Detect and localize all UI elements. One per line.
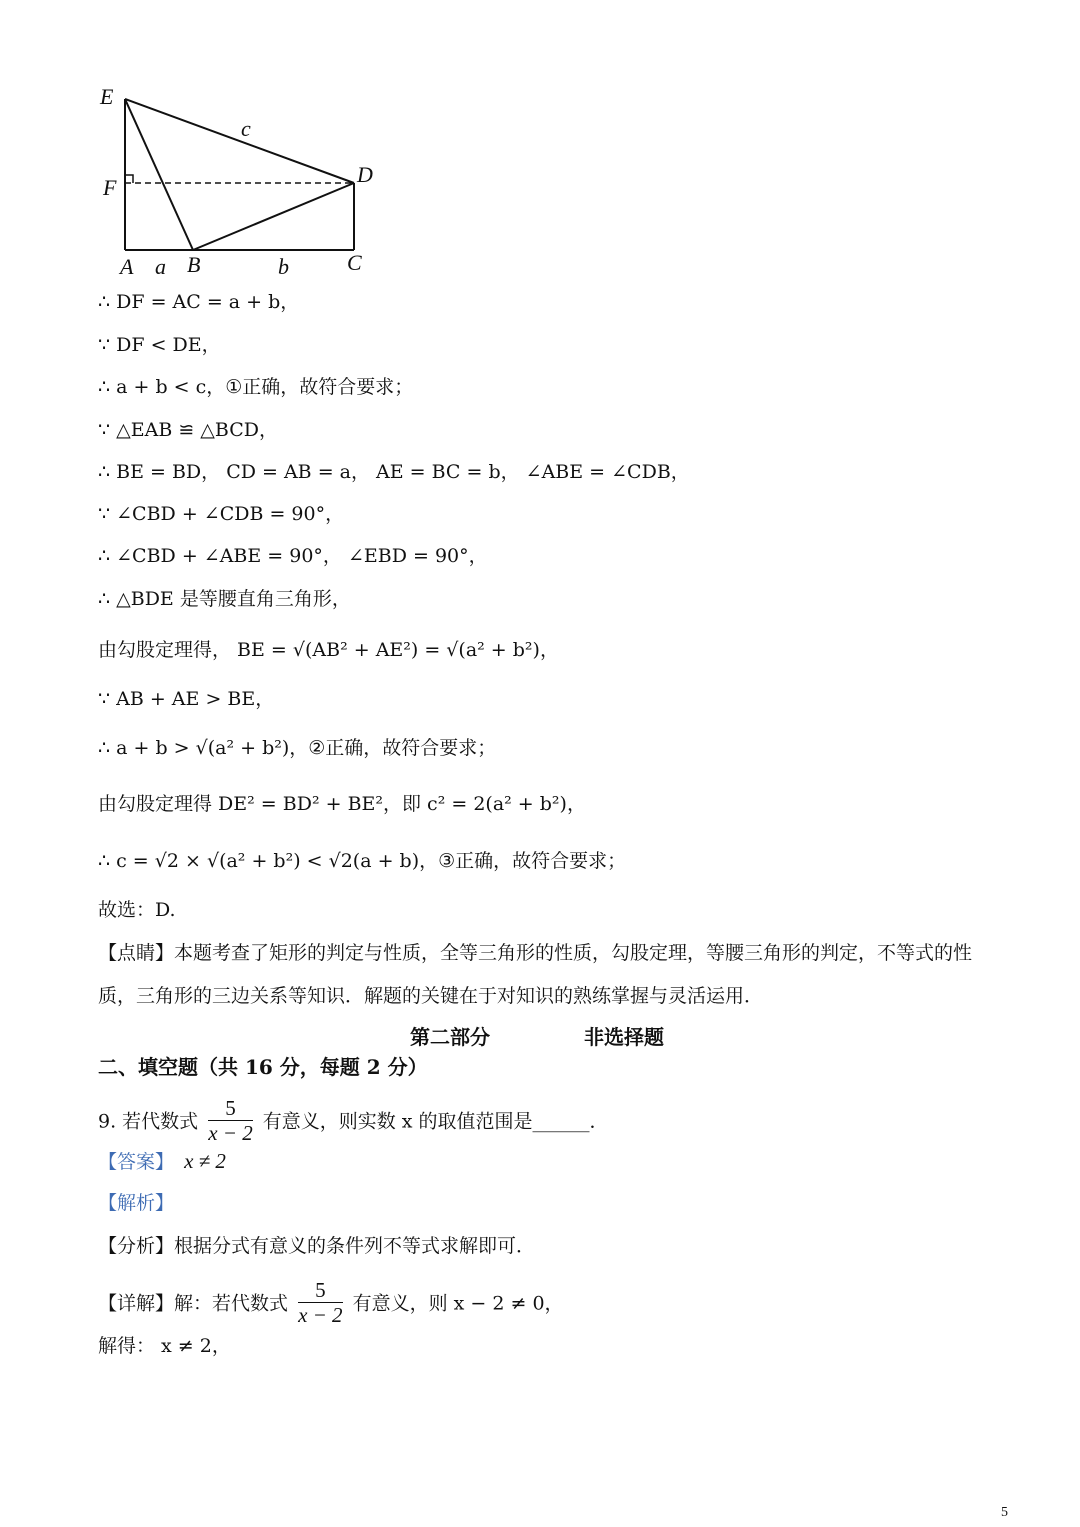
step-12: 由勾股定理得 DE² = BD² + BE²，即 c² = 2(a² + b²)，: [98, 793, 586, 815]
segment-ED: [125, 99, 354, 183]
step-2: ∵ DF < DE，: [98, 334, 221, 356]
detail-denominator: x − 2: [298, 1303, 343, 1327]
page-number: 5: [1001, 1505, 1008, 1520]
solve-line: 解得： x ≠ 2，: [98, 1335, 231, 1357]
analysis-tag: 【解析】: [98, 1192, 175, 1214]
label-A: A: [120, 254, 134, 279]
q9-suffix: 有意义，则实数 x 的取值范围是______．: [262, 1110, 609, 1133]
step-5: ∴ BE = BD， CD = AB = a， AE = BC = b， ∠ABE = ∠CDB，: [98, 461, 690, 483]
step-4: ∵ △EAB ≌ △BCD，: [98, 419, 278, 441]
part-two-label: 第二部分: [410, 1025, 490, 1049]
step-10: ∵ AB + AE > BE，: [98, 688, 275, 710]
fenxi-line: 【分析】根据分式有意义的条件列不等式求解即可．: [98, 1235, 536, 1257]
q9-numerator: 5: [208, 1096, 253, 1121]
q9-prefix: 9. 若代数式: [98, 1110, 199, 1133]
label-a: a: [155, 254, 166, 279]
label-F: F: [103, 175, 117, 200]
q9-denominator: x − 2: [208, 1121, 253, 1145]
step-8: ∴ △BDE 是等腰直角三角形，: [98, 588, 351, 610]
segment-BD: [193, 183, 354, 250]
geometry-figure: [95, 82, 395, 282]
detail-suffix: 有意义，则 x − 2 ≠ 0，: [352, 1292, 564, 1315]
label-b: b: [278, 254, 289, 279]
segment-EB: [125, 99, 193, 250]
answer-value: x ≠ 2: [184, 1149, 226, 1173]
note-line-2: 质，三角形的三边关系等知识．解题的关键在于对知识的熟练掌握与灵活运用．: [98, 985, 764, 1007]
detail-fraction: [298, 1278, 343, 1327]
detail-line: [98, 1280, 564, 1329]
answer-tag: 【答案】: [98, 1151, 175, 1173]
step-3: ∴ a + b < c，①正确，故符合要求；: [98, 376, 414, 398]
label-D: D: [357, 162, 373, 187]
answer-line: [98, 1148, 226, 1175]
choice-line: 故选：D.: [98, 899, 176, 921]
label-E: E: [100, 84, 114, 109]
question-9: [98, 1098, 609, 1147]
right-angle-mark: [125, 175, 133, 183]
q9-fraction: [208, 1096, 253, 1145]
non-choice-label: 非选择题: [584, 1025, 664, 1049]
step-9: 由勾股定理得， BE = √(AB² + AE²) = √(a² + b²)，: [98, 639, 559, 661]
label-B: B: [187, 252, 201, 277]
detail-prefix: 【详解】解：若代数式: [98, 1292, 289, 1315]
label-c: c: [241, 116, 251, 141]
section-title: 二、填空题（共 16 分，每题 2 分）: [98, 1055, 428, 1079]
label-C: C: [347, 250, 362, 275]
step-13: ∴ c = √2 × √(a² + b²) < √2(a + b)，③正确，故符合要求；: [98, 850, 627, 872]
step-1: ∴ DF = AC = a + b，: [98, 291, 300, 313]
detail-numerator: 5: [298, 1278, 343, 1303]
note-line-1: 【点睛】本题考查了矩形的判定与性质，全等三角形的性质，勾股定理，等腰三角形的判定，不等式的性: [98, 942, 973, 964]
step-11: ∴ a + b > √(a² + b²)，②正确，故符合要求；: [98, 737, 497, 759]
step-7: ∴ ∠CBD + ∠ABE = 90°， ∠EBD = 90°，: [98, 545, 488, 567]
step-6: ∵ ∠CBD + ∠CDB = 90°，: [98, 503, 345, 525]
